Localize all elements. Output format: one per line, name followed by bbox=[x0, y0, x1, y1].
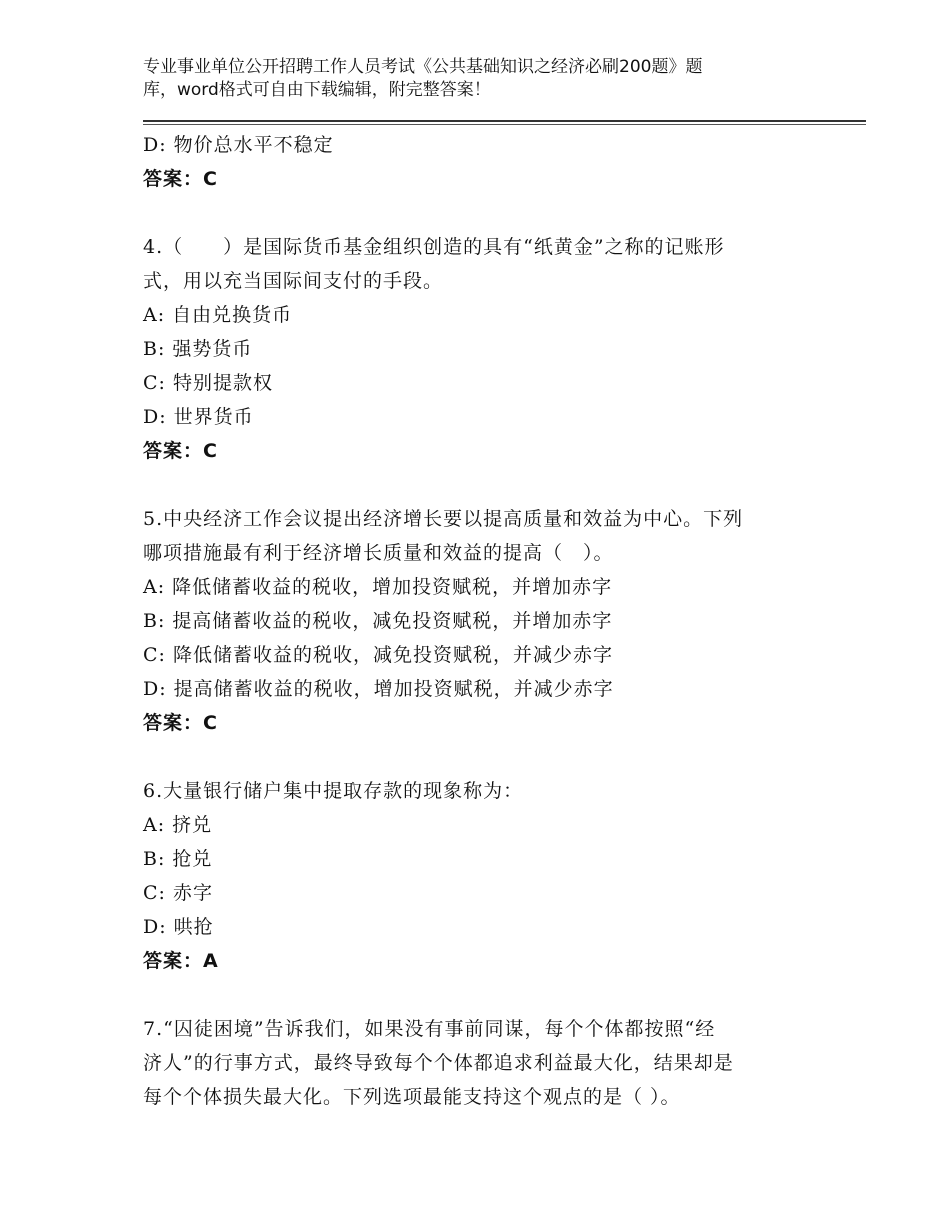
spacer bbox=[143, 740, 803, 774]
option-c: C: 赤字 bbox=[143, 882, 213, 904]
option-b: B: 强势货币 bbox=[143, 338, 253, 360]
option-d: D: 物价总水平不稳定 bbox=[143, 134, 334, 156]
question-stem: 济人”的行事方式，最终导致每个个体都追求利益最大化，结果却是 bbox=[143, 1052, 734, 1074]
document-body bbox=[143, 128, 803, 1114]
option-d: D: 提高储蓄收益的税收，增加投资赋税，并减少赤字 bbox=[143, 678, 614, 700]
question-stem: 哪项措施最有利于经济增长质量和效益的提高（ ）。 bbox=[143, 542, 614, 564]
option-b: B: 抢兑 bbox=[143, 848, 213, 870]
question-stem: 7.“囚徒困境”告诉我们，如果没有事前同谋，每个个体都按照“经 bbox=[143, 1018, 716, 1040]
answer: 答案：A bbox=[143, 950, 219, 972]
question-7 bbox=[143, 1012, 803, 1114]
answer: 答案：C bbox=[143, 712, 218, 734]
option-a: A: 自由兑换货币 bbox=[143, 304, 293, 326]
header-line-1: 专业事业单位公开招聘工作人员考试《公共基础知识之经济必刷200题》题 bbox=[143, 57, 703, 77]
option-c: C: 降低储蓄收益的税收，减免投资赋税，并减少赤字 bbox=[143, 644, 613, 666]
question-4 bbox=[143, 230, 803, 468]
answer: 答案：C bbox=[143, 440, 218, 462]
question-stem: 5.中央经济工作会议提出经济增长要以提高质量和效益为中心。下列 bbox=[143, 508, 744, 530]
question-stem: 4.（ ）是国际货币基金组织创造的具有“纸黄金”之称的记账形 bbox=[143, 236, 725, 258]
option-d: D: 世界货币 bbox=[143, 406, 254, 428]
spacer bbox=[143, 468, 803, 502]
question-stem: 式，用以充当国际间支付的手段。 bbox=[143, 270, 444, 292]
header-divider-thick bbox=[143, 120, 866, 122]
spacer bbox=[143, 978, 803, 1012]
question-5 bbox=[143, 502, 803, 740]
question-3-tail bbox=[143, 128, 803, 196]
answer: 答案：C bbox=[143, 168, 218, 190]
option-d: D: 哄抢 bbox=[143, 916, 214, 938]
option-a: A: 降低储蓄收益的税收，增加投资赋税，并增加赤字 bbox=[143, 576, 613, 598]
question-6 bbox=[143, 774, 803, 978]
option-b: B: 提高储蓄收益的税收，减免投资赋税，并增加赤字 bbox=[143, 610, 613, 632]
option-a: A: 挤兑 bbox=[143, 814, 213, 836]
option-c: C: 特别提款权 bbox=[143, 372, 273, 394]
header-divider-thin bbox=[143, 124, 866, 125]
question-stem: 6.大量银行储户集中提取存款的现象称为： bbox=[143, 780, 524, 802]
document-header bbox=[143, 56, 793, 102]
spacer bbox=[143, 196, 803, 230]
question-stem: 每个个体损失最大化。下列选项最能支持这个观点的是（ ）。 bbox=[143, 1086, 681, 1108]
header-line-2: 库，word格式可自由下载编辑，附完整答案！ bbox=[143, 80, 491, 100]
